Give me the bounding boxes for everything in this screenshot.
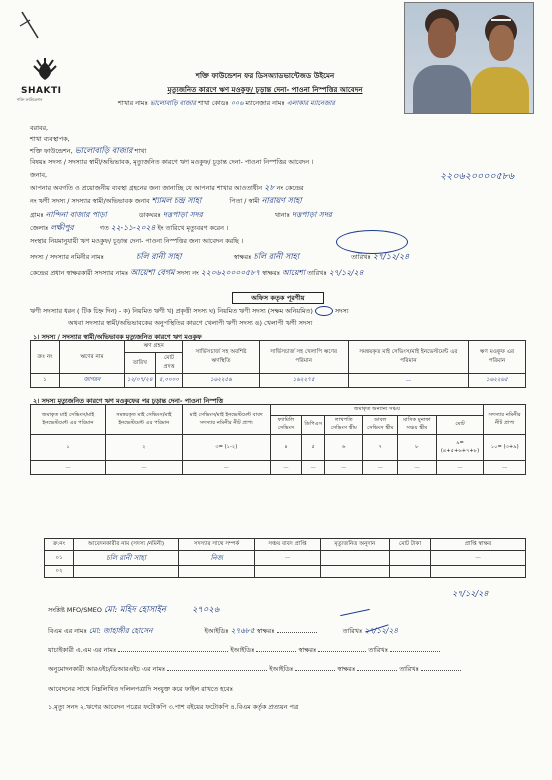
t2-group-header: জমাকৃত অন্যান্য সঞ্চয়: [270, 405, 484, 416]
t2-num-cell: ৬: [325, 435, 363, 461]
village-hand: নান্দিনা বাজার পাড়া: [45, 210, 107, 219]
mfo-name-hand: মো: মহিদ হোসাইন: [103, 604, 166, 614]
logo-name: SHAKTI: [21, 86, 62, 96]
center-member-label: সদস্য নং: [176, 269, 199, 277]
t2-num-cell: ১: [31, 435, 106, 461]
t3-cell: [390, 551, 431, 566]
letter-foundation: শক্তি ফাউন্ডেশন,: [30, 147, 73, 155]
bm-sign-field: [277, 632, 317, 633]
bm-sign-label: স্বাক্ষরঃ: [256, 627, 275, 635]
verifier-id-field: [256, 651, 296, 652]
t3-cell: নিজ: [179, 551, 255, 566]
branch-code-value: ০০৬: [230, 99, 244, 107]
approver-field: [167, 670, 267, 671]
letter-branch-hand: ভালোবাড়ি বাজার: [74, 146, 133, 155]
t1-header-overdue: সার্ভিসচার্জ সহ খেলাপি ঋণের পরিমান: [259, 341, 348, 374]
applicant-photo: [404, 2, 534, 114]
bm-id-label: ইআইডিঃ: [204, 627, 229, 635]
letter-para-2: [30, 195, 545, 208]
t1-cell: ১: [31, 374, 60, 388]
center-sign-label: স্বাক্ষরঃ: [262, 269, 280, 277]
t1-cell: জাগরন: [60, 374, 125, 388]
address-line: [30, 209, 545, 222]
manager-value: এলাকার ম্যানেজার: [286, 99, 335, 107]
t1-header-total: মোট প্রদত্ত: [155, 353, 183, 374]
t3-cell: ০১: [45, 551, 74, 566]
t2-header-7: মাসিক মুনাফা সঞ্চয় স্কীম: [398, 416, 437, 435]
para-1-text: আপনার অবগতি ও প্রয়োজনীয় ব্যবস্থা গ্রহনের জন্য জানাচ্ছি যে আপনার শাখার আওতাধীন: [30, 184, 263, 192]
approver-line: [48, 664, 548, 675]
death-date-label: গত: [99, 224, 109, 232]
t2-header-2: মাই সেভিংস/মাই ইনভেস্টমেন্ট বাবদ সদস্যার নমিনীর নীট প্রাপ্য: [182, 405, 270, 435]
center-member-hand: ২২০৬২০০০০৫৮৭: [200, 268, 261, 277]
manager-label: ম্যানেজার নামঃ: [245, 99, 285, 107]
center-sign-line: [30, 267, 545, 280]
t2-dash-cell: —: [31, 461, 106, 475]
t2-dash-cell: —: [398, 461, 437, 475]
mfo-label: সংশ্লিষ্ট MFO/SMEO: [48, 606, 102, 614]
loan-type-line-2: অথবা সদস্যার স্বামী/অভিভাবকের অনুপস্থিতির কারণে খেলাপী ঋণী সদস্য ঙ) খেলাপী ঋণী সদস্য: [68, 319, 313, 327]
mfo-code-hand: ২৭০২৬: [191, 604, 220, 614]
mfo-line: [48, 603, 528, 617]
t1-header-loan-name: ঋণের নাম: [60, 341, 125, 374]
t3-header-3: সঞ্চয় বাবদ প্রাপ্তি: [255, 539, 320, 551]
t2-dash-cell: —: [106, 461, 183, 475]
loan-type-text: ঋণী সদস্যার ধরন ( টিক চিহ্ন দিন) - ক) নিয়মিত ঋণী খ) প্রকৃত্তী সদস্য ঘ) নিয়মিত ঋণী সদস্য (সক্ষম অনিয়মিত): [30, 307, 313, 315]
loan-waiver-table: [30, 340, 526, 388]
para-1b-text: নং কেন্দ্রের: [276, 184, 304, 192]
org-name: শক্তি ফাউন্ডেশন ফর ডিসঅ্যাডভান্টেজড উইমেন: [195, 71, 335, 80]
t3-cell: [320, 551, 389, 566]
bm-label: বিএম এর নামঃ: [48, 627, 87, 635]
table-row: [45, 551, 526, 566]
recipient-table: [44, 538, 526, 578]
t2-header-8: মোট: [436, 416, 484, 435]
district-hand: লক্ষীপুর: [50, 223, 74, 232]
documents-label: আবেদনের সাথে নিম্নলিখিত দলিলপত্রাদি সংযুক্ত করে ফাইল রাখতে হবেঃ: [48, 685, 234, 693]
bm-name-hand: মো: জাহাঙ্গীর হোসেন: [88, 626, 153, 635]
verifier-date-label: তারিখঃ: [368, 646, 389, 654]
t2-header-3: ফ্যামিলি সেভিংস: [270, 416, 302, 435]
center-sign-hand: আয়েশা: [282, 268, 306, 277]
table-row: [31, 461, 526, 475]
t1-cell: ১২/০৭/২৪: [125, 374, 156, 388]
ps-hand: দত্তপাড়া সদর: [291, 210, 332, 219]
signature-circle: [336, 230, 408, 254]
t1-group-header: ঋণ গ্রহন: [125, 341, 183, 353]
ps-label: থানাঃ: [274, 211, 290, 219]
approver-id-label: ইআইডিঃ: [269, 665, 294, 673]
t3-header-0: ক্র:নং: [45, 539, 74, 551]
district-label: জেলাঃ: [30, 224, 49, 232]
letter-salutation: জনাব,: [30, 171, 47, 179]
t2-num-cell: ৪: [270, 435, 302, 461]
t1-cell: ৫,০০০০: [155, 374, 183, 388]
t3-cell: ০২: [45, 566, 74, 578]
father-name-hand: নারায়ণ সাহা: [261, 196, 302, 205]
date2-value: ২৭/১২/২৪: [372, 252, 410, 261]
member-label: সদস্য / সদস্যার নমিনীর নামঃ: [30, 253, 104, 261]
bm-date-label: তারিখঃ: [342, 627, 363, 635]
member-sign-hand: চলি রানী সাহা: [253, 252, 300, 261]
t2-dash-cell: —: [182, 461, 270, 475]
t2-header-1: সমন্বয়কৃত মাই সেভিংস/মাই ইনভেস্টমেন্ট এর পরিমান: [106, 405, 183, 435]
form-title: মৃত্যুজনিত কারণে ঋণ মওকুফ/ চূড়ান্ত দেনা- পাওনা নিস্পত্তির আবেদন: [167, 86, 363, 94]
t2-num-cell: ৫: [302, 435, 325, 461]
table-row: [31, 374, 526, 388]
letter-branch-suffix: শাখা: [134, 147, 147, 155]
t1-header-serial: ক্রঃ নং: [31, 341, 60, 374]
t3-cell: [390, 566, 431, 578]
center-no-hand: ২৮: [264, 183, 275, 192]
t1-cell: —: [348, 374, 468, 388]
t1-header-adjusted: সমন্বয়কৃত মাই সেভিংস/মাই ইনভেস্টমেন্ট এর পরিমান: [348, 341, 468, 374]
t2-header-4: ডিপিএস: [302, 416, 325, 435]
table-row: [45, 566, 526, 578]
center-leader-hand: আয়েশা বেগম: [130, 268, 175, 277]
t2-num-cell: ৯=(৪+৫+৬+৭+৮): [436, 435, 484, 461]
t2-num-cell: ৩= (১-২): [182, 435, 270, 461]
t3-header-5: মোট টাকা: [390, 539, 431, 551]
para-2-text: নং ঋণী সদস্য / সদস্যার স্বামী/অভিভাবক জনাব: [30, 197, 150, 205]
verifier-field: [118, 651, 228, 652]
branch-line: [118, 98, 418, 109]
shakti-logo-icon: [30, 58, 60, 84]
approver-label: অনুমোদনকারী আরএইচ/ডিআরএইচ এর নামঃ: [48, 665, 166, 673]
table2-title: ২। সদস্য মৃত্যুজনিত কারণে ঋণ মওকুফের পর চূড়ান্ত দেনা- পাওনা নিস্পত্তি: [33, 397, 223, 405]
branch-value: ভালোবাড়ি বাজার: [149, 99, 197, 107]
po-label: ডাকঘরঃ: [138, 211, 161, 219]
branch-code-label: শাখা কোডঃ: [198, 99, 229, 107]
office-section-title: অফিস কতৃক পূরণীয়: [232, 292, 324, 304]
t2-dash-cell: —: [325, 461, 363, 475]
t2-dash-cell: —: [270, 461, 302, 475]
bm-line: [48, 626, 548, 638]
center-leader-label: কেন্দ্রের প্রধান স্বাক্ষরকারী সদস্যার নামঃ: [30, 269, 129, 277]
t1-cell: ১৬২২৫৬: [183, 374, 259, 388]
logo-tagline: শক্তি ফাউন্ডেশন: [17, 97, 43, 102]
t3-cell: —: [431, 551, 526, 566]
approver-id-field: [295, 670, 335, 671]
t2-dash-cell: —: [484, 461, 526, 475]
date3-label: তারিখঃ: [307, 269, 327, 277]
t3-header-1: আবেদনকারীর নাম (সদস্য /নমিনী): [74, 539, 179, 551]
death-text: ইং তারিখে মৃত্যুবরণ করেন ।: [157, 224, 229, 232]
t3-cell: [431, 566, 526, 578]
settlement-table: [30, 404, 526, 475]
member-sign-label: স্বাক্ষরঃ: [233, 253, 252, 261]
member-no-hand: ২২০৬২০০০০৫৮৬: [440, 171, 515, 182]
footer-date-hand: ২৭/১২/২৪: [452, 589, 489, 598]
t3-cell: চলি রানী সাহা: [74, 551, 179, 566]
member-name-hand: চলি রানী সাহা: [135, 252, 182, 261]
t3-cell: [320, 566, 389, 578]
t1-header-balance: সার্ভিসচার্জ সহ অবশিষ্ট ঋণস্থিতি: [183, 341, 259, 374]
letter-subject: বিষয়ঃ সদস্য / সদস্যার স্বামী/অভিভাবক, মৃত্যুজনিত কারণে ঋণ মওকুফ/ চূড়ান্ত দেনা- পাওনা নিস্পত্তির আবেদন ।: [30, 158, 314, 166]
t3-cell: [255, 566, 320, 578]
t3-cell: [74, 566, 179, 578]
t2-dash-cell: —: [302, 461, 325, 475]
date2-label: তারিখঃ: [351, 253, 371, 261]
village-label: গ্রামঃ: [30, 211, 44, 219]
t1-header-waiver: ঋণ মওকুফ এর পরিমান: [468, 341, 525, 374]
t1-cell: ১৬২২৭৫: [259, 374, 348, 388]
loan-type-line: [30, 306, 545, 317]
t2-header-0: জমাকৃত মাই সেভিংস/মাই ইনভেস্টমেন্ট এর পরিমান: [31, 405, 106, 435]
letter-para-3: সংস্থার নিয়মানুযায়ী ঋণ মওকুফ/ চূড়ান্ত দেনা- পাওনা নিস্পত্তির জন্য আবেদন করছি ।: [30, 237, 244, 245]
t3-header-4: মৃত্যুজনিত অনুদান: [320, 539, 389, 551]
bm-id-hand: ২৭৬৮৫: [230, 626, 255, 635]
verifier-label: যাচাইকারী এ.এম এর নামঃ: [48, 646, 117, 654]
date3-value: ২৭/১২/২৪: [328, 268, 364, 277]
tick-circle: [315, 306, 333, 316]
branch-label: শাখার নামঃ: [118, 99, 148, 107]
father-label: পিতা / স্বামী: [229, 197, 260, 205]
t2-dash-cell: —: [436, 461, 484, 475]
t2-header-9: সদস্যার নমিনীর নীট প্রাপ্য: [484, 405, 526, 435]
approver-sign-label: স্বাক্ষরঃ: [337, 665, 356, 673]
approver-date-label: তারিখঃ: [399, 665, 419, 673]
district-line: [30, 222, 545, 235]
t2-num-cell: ২: [106, 435, 183, 461]
po-hand: দত্তপাড়া সদর: [162, 210, 203, 219]
t3-header-2: সদস্যার সাথে সম্পর্ক: [179, 539, 255, 551]
approver-sign-field: [357, 670, 397, 671]
loan-type-tail: সদস্য: [334, 307, 349, 315]
verifier-date-field: [390, 651, 440, 652]
verifier-line: [48, 645, 548, 656]
table1-title: ১। সদস্য / সদস্যার স্বামী/অভিভাবক মৃত্যুজনিত কারণে ঋণ মওকুফ: [33, 333, 202, 341]
t2-header-5: লাখপতি সেভিংস স্কীম: [325, 416, 363, 435]
approver-date-field: [421, 670, 461, 671]
t2-header-6: ডাবল সেভিংস স্কীম: [363, 416, 398, 435]
husband-name-hand: শ্যামল চন্দ্র সাহা: [151, 196, 202, 205]
t3-cell: [179, 566, 255, 578]
t2-num-cell: ৮: [398, 435, 437, 461]
t2-dash-cell: —: [363, 461, 398, 475]
death-date-hand: ২২-১১-২০২৪: [110, 223, 156, 232]
letter-manager: শাখা ব্যবস্থাপক,: [30, 135, 70, 143]
documents-list: ১.মৃত্যু সনদ ২.ঋণের আবেদন পত্রের ফটোকপি ৩.পাশ বইয়ের ফটোকপি ৪.বিএম কর্তৃক প্রত্যয়ন পত্র: [48, 703, 299, 711]
t3-cell: —: [255, 551, 320, 566]
t1-header-date: তারিখ: [125, 353, 156, 374]
member-sign-line: [30, 251, 545, 264]
verifier-sign-field: [318, 651, 366, 652]
bm-date-hand: ২৭/১২/২৪: [364, 626, 399, 635]
t1-cell: ১৬২২৬৫: [468, 374, 525, 388]
letter-to: বরাবর,: [30, 124, 49, 132]
verifier-id-label: ইআইডিঃ: [230, 646, 255, 654]
t2-num-cell: ১০= (৩+৯): [484, 435, 526, 461]
corner-mark: [18, 8, 42, 44]
t2-num-cell: ৭: [363, 435, 398, 461]
t3-header-6: প্রাপ্তি স্বাক্ষর: [431, 539, 526, 551]
verifier-sign-label: স্বাক্ষরঃ: [298, 646, 317, 654]
table-row: [31, 435, 526, 461]
